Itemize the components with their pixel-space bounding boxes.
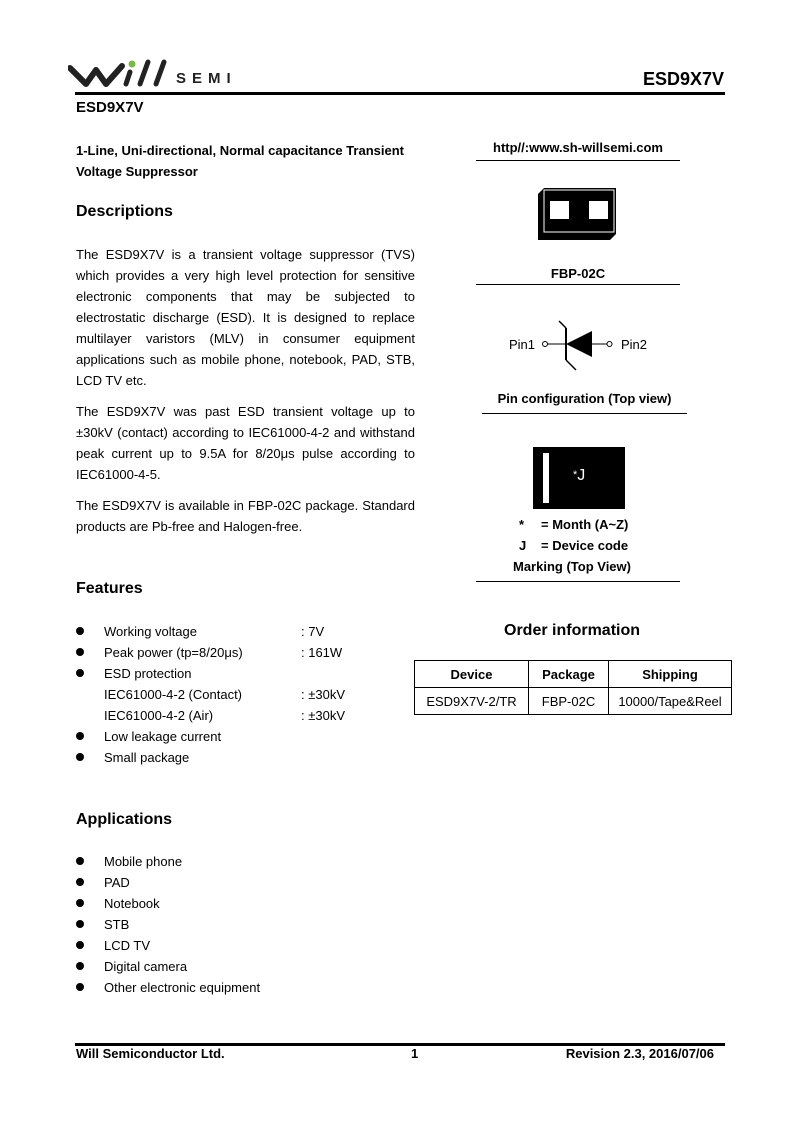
table-cell: ESD9X7V-2/TR — [415, 688, 529, 715]
feature-label: ESD protection — [104, 666, 192, 681]
description-paragraph-3: The ESD9X7V is available in FBP-02C package. Standard products are Pb-free and Halogen-free. — [76, 498, 415, 534]
package-name: FBP-02C — [550, 266, 606, 281]
description-paragraph-1: The ESD9X7V is a transient voltage suppressor (TVS) which provides a very high level protection for sensitive electronic components that may be subjected to electrostatic discharge (ESD). It is designed to replace multilayer varistors (MLV) in consumer equipment applications such as mobile phone, notebook, PAD, STB, LCD TV etc. — [76, 247, 415, 388]
table-header-row — [415, 661, 732, 688]
bullet-icon — [76, 878, 84, 886]
feature-value: : 161W — [301, 645, 343, 660]
application-item — [76, 851, 376, 872]
order-information-heading: Order information — [504, 622, 641, 639]
package-drawing — [538, 188, 618, 242]
pin-configuration-caption: Pin configuration (Top view) — [497, 391, 672, 406]
feature-label: Peak power (tp=8/20μs) — [104, 645, 243, 660]
applications-heading: Applications — [76, 811, 173, 828]
divider — [476, 581, 680, 582]
column-header: Device — [415, 661, 529, 688]
order-table — [414, 660, 732, 715]
application-label: Digital camera — [104, 959, 188, 974]
application-item — [76, 977, 376, 998]
application-label: Mobile phone — [104, 854, 183, 869]
feature-item — [76, 621, 376, 642]
feature-item — [76, 726, 376, 747]
header-part-number: ESD9X7V — [642, 69, 724, 89]
column-header: Package — [529, 661, 609, 688]
legend-code-symbol: J — [519, 538, 527, 553]
feature-label: Low leakage current — [104, 729, 222, 744]
bullet-icon — [76, 899, 84, 907]
feature-value: : ±30kV — [301, 687, 345, 702]
application-label: Notebook — [104, 896, 160, 911]
application-item — [76, 872, 376, 893]
table-cell: 10000/Tape&Reel — [609, 688, 732, 715]
divider — [482, 413, 687, 414]
feature-item — [76, 747, 376, 768]
feature-label: IEC61000-4-2 (Contact) — [104, 687, 243, 702]
marking-code: *J — [573, 467, 586, 484]
column-header: Shipping — [609, 661, 732, 688]
feature-label: IEC61000-4-2 (Air) — [104, 708, 214, 723]
feature-value: : 7V — [301, 624, 325, 639]
bullet-icon — [76, 732, 84, 740]
table-row — [415, 688, 732, 715]
bullet-icon — [76, 648, 84, 656]
application-item — [76, 935, 376, 956]
footer-page-number: 1 — [411, 1046, 419, 1061]
legend-code-text: = Device code — [541, 538, 629, 553]
application-item — [76, 914, 376, 935]
application-item — [76, 893, 376, 914]
pin1-label: Pin1 — [509, 337, 536, 352]
header-rule — [75, 92, 725, 95]
feature-item — [76, 663, 376, 684]
feature-value: : ±30kV — [301, 708, 345, 723]
pin2-label: Pin2 — [621, 337, 648, 352]
divider — [476, 160, 680, 161]
legend-month-text: = Month (A~Z) — [541, 517, 629, 532]
bullet-icon — [76, 669, 84, 677]
bullet-icon — [76, 857, 84, 865]
bullet-icon — [76, 920, 84, 928]
document-title: ESD9X7V — [76, 99, 144, 116]
marking-pin-bar — [543, 453, 549, 503]
bullet-icon — [76, 941, 84, 949]
application-item — [76, 956, 376, 977]
application-label: PAD — [104, 875, 130, 890]
product-subtitle: 1-Line, Uni-directional, Normal capacitance Transient Voltage Suppressor — [76, 143, 404, 179]
bullet-icon — [76, 983, 84, 991]
bullet-icon — [76, 627, 84, 635]
bullet-icon — [76, 753, 84, 761]
footer-revision: Revision 2.3, 2016/07/06 — [565, 1046, 714, 1061]
descriptions-heading: Descriptions — [76, 203, 173, 220]
footer-company: Will Semiconductor Ltd. — [76, 1046, 225, 1061]
feature-item — [76, 642, 376, 663]
description-paragraph-2: The ESD9X7V was past ESD transient voltage up to ±30kV (contact) according to IEC61000-4-2 and withstand peak current up to 9.5A for 8/20μs pulse according to IEC61000-4-5. — [76, 404, 415, 482]
feature-label: Working voltage — [104, 624, 197, 639]
legend-month-symbol: * — [519, 517, 525, 532]
feature-subitem — [76, 684, 376, 705]
website-link[interactable]: http//:www.sh-willsemi.com — [493, 140, 663, 155]
logo-wordmark: SEMI — [176, 70, 237, 87]
features-heading: Features — [76, 580, 143, 597]
application-label: LCD TV — [104, 938, 150, 953]
bullet-icon — [76, 962, 84, 970]
marking-caption: Marking (Top View) — [513, 559, 631, 574]
application-label: Other electronic equipment — [104, 980, 261, 995]
application-label: STB — [104, 917, 130, 932]
feature-label: Small package — [104, 750, 190, 765]
divider — [476, 284, 680, 285]
feature-subitem — [76, 705, 376, 726]
table-cell: FBP-02C — [529, 688, 609, 715]
